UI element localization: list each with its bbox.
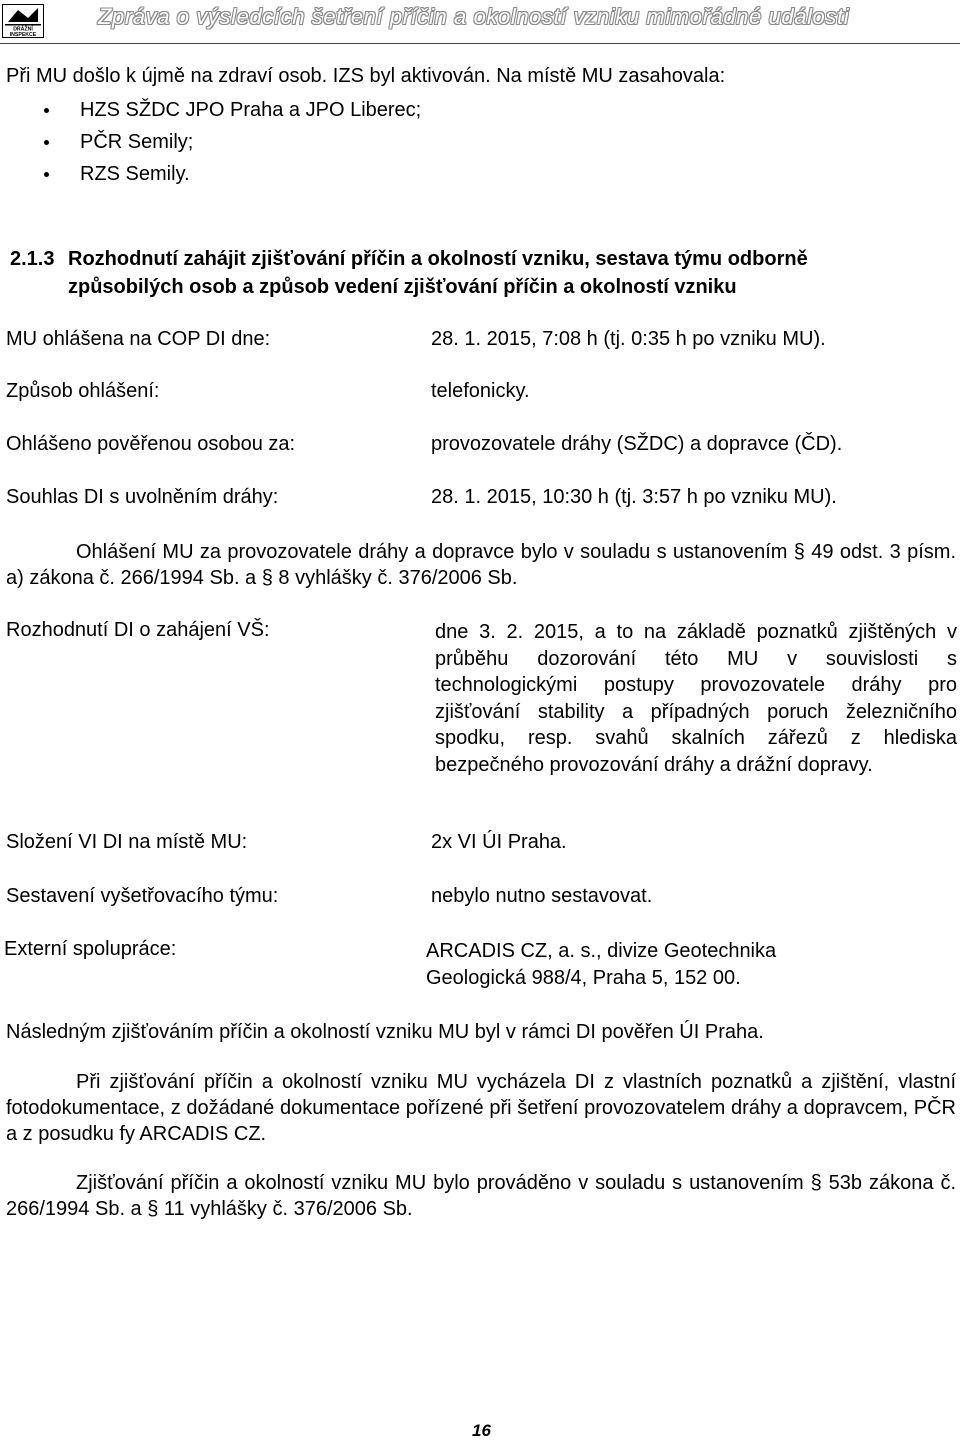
external-company: ARCADIS CZ, a. s., divize Geotechnika	[426, 940, 777, 962]
track-release-label: Souhlas DI s uvolněním dráhy:	[6, 486, 279, 508]
bullet-icon	[44, 140, 49, 145]
list-item	[44, 162, 421, 194]
delegation-paragraph: Následným zjišťováním příčin a okolností vzniku MU byl v rámci DI pověřen ÚI Praha.	[6, 1021, 764, 1043]
reported-date-value: 28. 1. 2015, 7:08 h (tj. 0:35 h po vzniku MU).	[431, 328, 826, 350]
list-item	[44, 98, 421, 130]
reported-date-label: MU ohlášena na COP DI dne:	[6, 328, 271, 350]
section-heading	[10, 245, 808, 301]
list-item-text: HZS SŽDC JPO Praha a JPO Liberec;	[80, 99, 422, 121]
report-title: Zpráva o výsledcích šetření příčin a okolností vzniku mimořádné události	[98, 4, 850, 29]
team-composition-value: 2x VI ÚI Praha.	[431, 831, 567, 853]
investigation-team-label: Sestavení vyšetřovacího týmu:	[6, 885, 279, 907]
list-item-text: RZS Semily.	[80, 163, 190, 185]
decision-value: dne 3. 2. 2015, a to na základě poznatků zjištěných v průběhu dozorování této MU v souvislosti s technologickými postupy provozovatele dráhy pro zjišťování stability a případných poruch železničního spodku, resp. svahů skalních zářezů z hlediska bezpečného provozování dráhy a drážní dopravy.	[435, 621, 957, 776]
reported-by-label: Ohlášeno pověřenou osobou za:	[6, 433, 296, 455]
external-cooperation-value	[426, 938, 776, 992]
intro-text: Při MU došlo k újmě na zdraví osob. IZS byl aktivován. Na místě MU zasahovala:	[6, 65, 726, 87]
section-title-line2: způsobilých osob a způsob vedení zjišťování příčin a okolností vzniku	[68, 276, 737, 298]
bullet-icon	[44, 108, 49, 113]
page-number: 16	[472, 1421, 491, 1440]
header-divider	[0, 43, 960, 44]
legal-basis-paragraph: Zjišťování příčin a okolností vzniku MU bylo prováděno v souladu s ustanovením § 53b zákona č. 266/1994 Sb. a § 11 vyhlášky č. 376/2006 Sb.	[6, 1172, 956, 1220]
svg-text:INSPEKCE: INSPEKCE	[9, 32, 37, 38]
section-number: 2.1.3	[10, 248, 55, 270]
report-method-value: telefonicky.	[431, 380, 530, 402]
notification-note: Ohlášení MU za provozovatele dráhy a dopravce bylo v souladu s ustanovením § 49 odst. 3 písm. a) zákona č. 266/1994 Sb. a § 8 vyhlášky č. 376/2006 Sb.	[6, 541, 956, 589]
drazni-inspekce-logo	[2, 4, 44, 38]
responding-units-list	[44, 98, 421, 194]
track-release-value: 28. 1. 2015, 10:30 h (tj. 3:57 h po vzniku MU).	[431, 486, 837, 508]
list-item-text: PČR Semily;	[80, 131, 194, 153]
investigation-team-value: nebylo nutno sestavovat.	[431, 885, 653, 907]
external-address: Geologická 988/4, Praha 5, 152 00.	[426, 967, 741, 989]
sources-paragraph: Při zjišťování příčin a okolností vzniku MU vycházela DI z vlastních poznatků a zjištění, vlastní fotodokumentace, z dožádané dokumentace pořízené při šetření provozovatelem dráhy a dopravcem, PČR a z posudku fy ARCADIS CZ.	[6, 1071, 956, 1145]
list-item	[44, 130, 421, 162]
external-cooperation-label: Externí spolupráce:	[4, 938, 177, 960]
svg-text:DRÁŽNÍ: DRÁŽNÍ	[13, 26, 33, 33]
reported-by-value: provozovatele dráhy (SŽDC) a dopravce (ČD).	[431, 433, 843, 455]
bullet-icon	[44, 172, 49, 177]
report-method-label: Způsob ohlášení:	[6, 380, 160, 402]
section-title-line1: Rozhodnutí zahájit zjišťování příčin a okolností vzniku, sestava týmu odborně	[68, 248, 808, 270]
decision-label: Rozhodnutí DI o zahájení VŠ:	[6, 619, 270, 641]
team-composition-label: Složení VI DI na místě MU:	[6, 831, 248, 853]
